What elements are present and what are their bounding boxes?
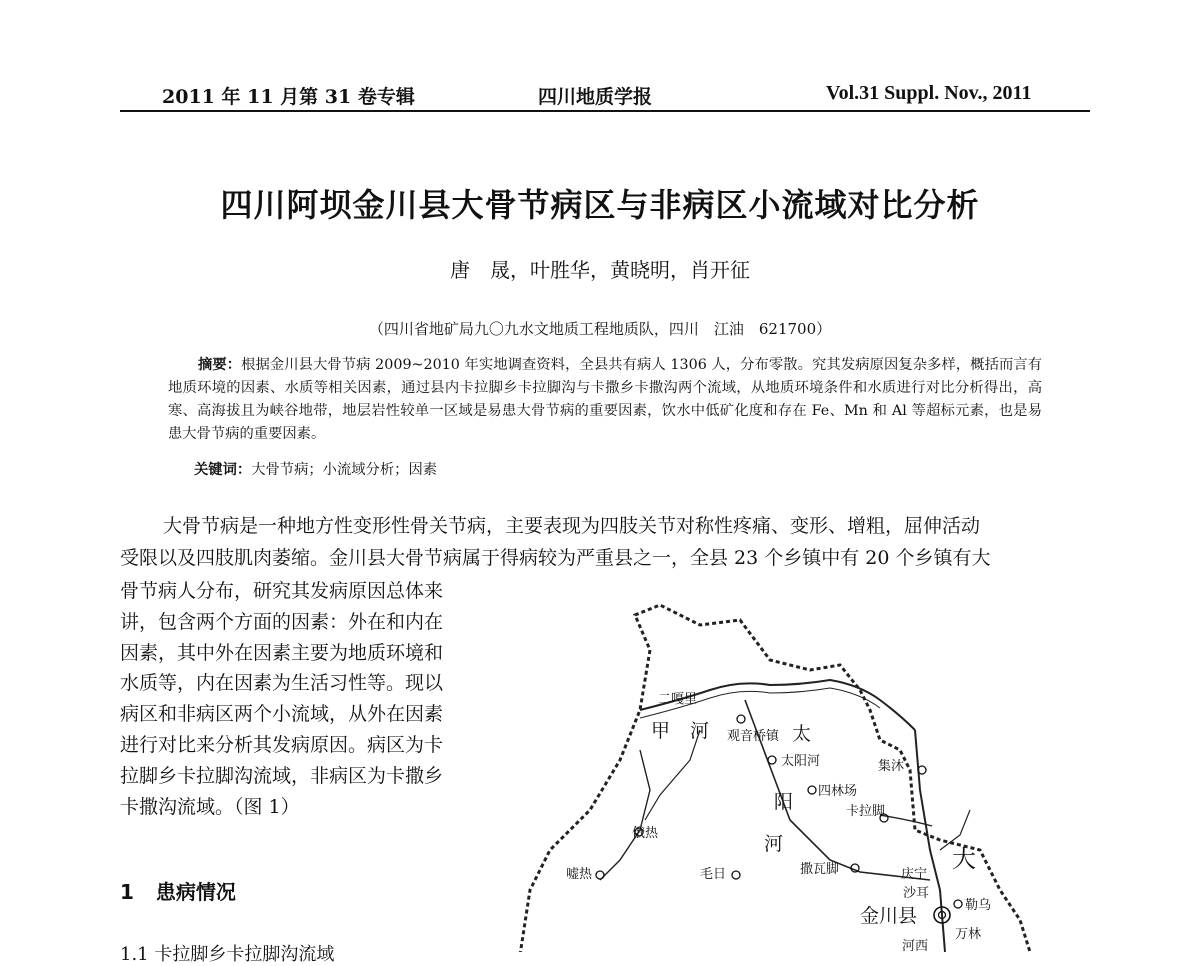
paper-title: 四川阿坝金川县大骨节病区与非病区小流域对比分析 <box>220 186 980 224</box>
running-header-journal: 四川地质学报 <box>538 86 653 108</box>
map-river-yang: 阳 <box>774 791 794 813</box>
map-river-he: 河 <box>690 720 710 742</box>
column-line: 讲，包含两个方面的因素：外在和内在 <box>120 610 444 633</box>
section-title: 患病情况 <box>155 880 236 904</box>
body-paragraph-line: 受限以及四肢肌肉萎缩。金川县大骨节病属于得病较为严重县之一，全县 23 个乡镇中有 20 个乡镇有大 <box>120 547 991 569</box>
map-label-shaer: 沙耳 <box>903 886 930 901</box>
map-label-lewu: 勒乌 <box>965 898 992 913</box>
map-label-erga: 二嘎里 <box>658 692 698 707</box>
town-marker <box>596 871 604 879</box>
map-label-hexi: 河西 <box>902 939 929 952</box>
section-heading <box>120 876 258 905</box>
running-header-volume: Vol.31 Suppl. Nov., 2011 <box>826 82 1032 104</box>
map-river-tai: 太 <box>792 723 812 745</box>
town-marker <box>768 756 776 764</box>
body-column-text <box>120 576 492 822</box>
abstract-label: 摘要： <box>198 357 242 373</box>
map-label-silinchang: 四林场 <box>818 784 858 799</box>
column-line: 病区和非病区两个小流域，从外在因素 <box>120 703 444 726</box>
body-paragraph-line: 大骨节病是一种地方性变形性骨关节病，主要表现为四肢关节对称性疼痛、变形、增粗，屈伸活动 <box>163 515 981 537</box>
town-marker <box>737 715 745 723</box>
author-list: 唐 晟，叶胜华，黄晓明，肖开征 <box>450 258 750 282</box>
map-label-maori: 毛日 <box>700 867 727 882</box>
tributary <box>940 810 970 850</box>
column-line: 水质等，内在因素为生活习性等。现以 <box>120 672 444 695</box>
map-river-da: 大 <box>952 845 976 873</box>
header-rule <box>120 110 1090 112</box>
map-label-guanyin: 观音桥镇 <box>727 729 780 744</box>
running-header-date: 2011 年 11 月第 31 卷专辑 <box>162 86 415 108</box>
keywords-label: 关键词： <box>194 462 252 478</box>
map-label-eri: 俄热 <box>632 826 659 841</box>
abstract-text: 根据金川县大骨节病 2009~2010 年实地调查资料，全县共有病人 1306 人，分布零散。究其发病原因复杂多样，概括而言有地质环境的因素、水质等相关因素，通过县内卡拉脚乡卡拉脚沟与卡撒乡卡撒沟两个流域，从地质环境条件和水质进行对比分析得出，高寒、高海拔且为峡谷地带，地层岩性较单一区域是易患大骨节病的重要因素，饮水中低矿化度和存在 Fe、Mn 和 Al 等超标元素，也是易患大骨节病的重要因素。 <box>168 357 1043 442</box>
column-line: 因素，其中外在因素主要为地质环境和 <box>120 641 444 664</box>
section-number: 1 <box>120 880 134 904</box>
map-river-jia: 甲 <box>651 720 671 742</box>
keywords <box>194 459 437 479</box>
town-marker <box>808 786 816 794</box>
keywords-text: 大骨节病；小流域分析；因素 <box>251 462 438 478</box>
tributary <box>645 730 700 820</box>
subsection-heading: 1.1 卡拉脚乡卡拉脚沟流域 <box>120 944 335 965</box>
town-marker <box>954 900 962 908</box>
affiliation: （四川省地矿局九〇九水文地质工程地质队，四川 江油 621700） <box>368 320 832 338</box>
column-line: 卡撒沟流域。（图 1） <box>120 795 300 818</box>
map-label-taiyanghe: 太阳河 <box>781 754 821 769</box>
watershed-map <box>500 590 1200 952</box>
map-label-qingning: 庆宁 <box>901 867 928 882</box>
column-line: 拉脚乡卡拉脚沟流域，非病区为卡撒乡 <box>120 764 444 787</box>
map-label-sawajiao: 撒瓦脚 <box>800 862 840 877</box>
map-label-guisu: 嘘热 <box>566 867 593 882</box>
map-label-jinchuan: 金川县 <box>860 905 918 927</box>
town-marker <box>732 871 740 879</box>
map-river-he2: 河 <box>764 833 784 855</box>
column-line: 骨节病人分布，研究其发病原因总体来 <box>120 580 444 602</box>
map-label-jimu: 集沐 <box>878 759 905 774</box>
tributary <box>600 750 650 880</box>
column-line: 进行对比来分析其发病原因。病区为卡 <box>120 733 444 756</box>
map-label-kalajiao: 卡拉脚 <box>846 804 886 819</box>
map-label-wanlin: 万林 <box>955 927 982 942</box>
abstract <box>168 354 1042 446</box>
